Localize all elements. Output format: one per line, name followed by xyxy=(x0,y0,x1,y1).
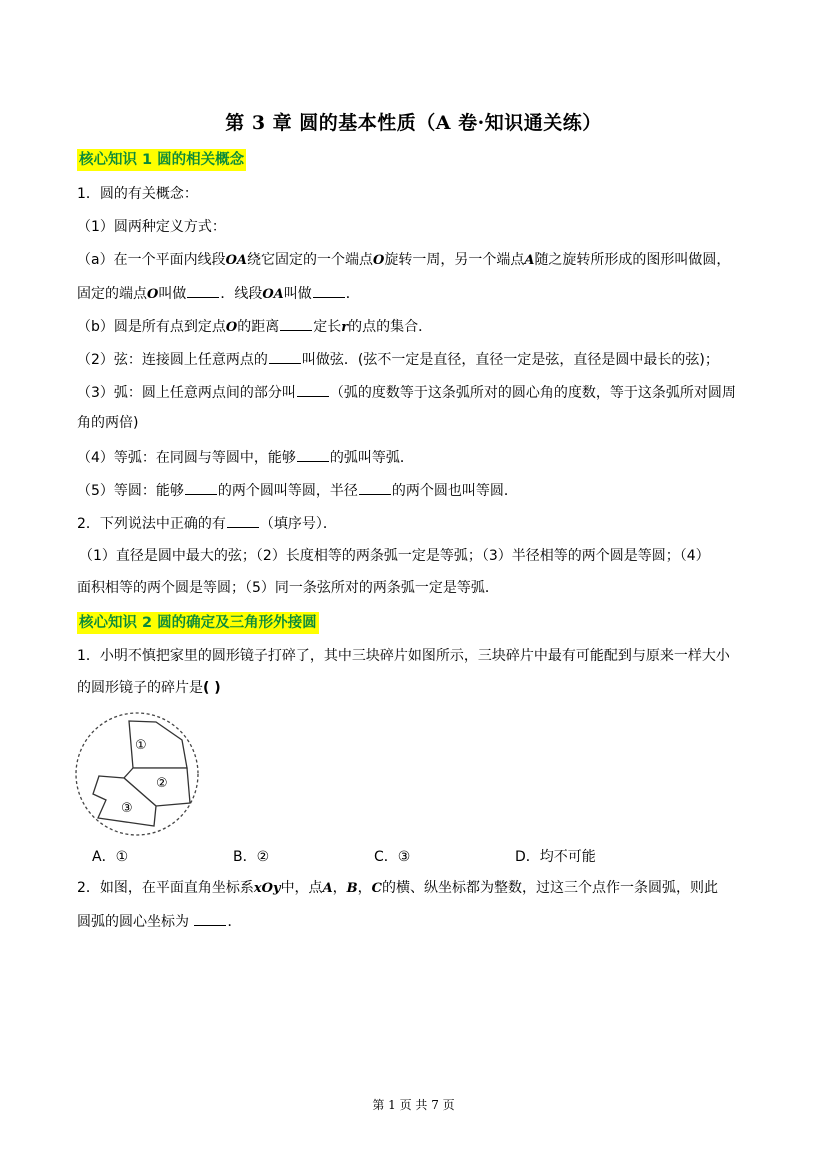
page-title: 第 3 章 圆的基本性质（A 卷·知识通关练） xyxy=(225,112,602,134)
text: 2．下列说法中正确的有 xyxy=(77,516,226,532)
math-variable: xOy xyxy=(253,881,281,896)
question-2-statements-line-2: 面积相等的两个圆是等圆；（5）同一条弦所对的两条弧一定是等弧． xyxy=(77,580,499,596)
option-a[interactable]: A．① xyxy=(92,849,129,865)
equal-arc-definition xyxy=(77,447,414,468)
option-c[interactable]: C．③ xyxy=(374,849,411,865)
text: 的圆形镜子的碎片是 xyxy=(77,680,203,696)
text: 叫做 xyxy=(283,286,312,302)
text: 角的两倍) xyxy=(77,415,139,431)
text: ． xyxy=(345,286,360,302)
coordinate-question-line-2: 圆弧的圆心坐标为 ． xyxy=(77,911,241,932)
text: （a）在一个平面内线段 xyxy=(77,252,226,268)
text: （4）等弧：在同圆与等圆中，能够 xyxy=(77,450,296,466)
answer-blank[interactable] xyxy=(359,480,391,495)
text: 中，点 xyxy=(280,880,323,896)
definition-b xyxy=(77,316,432,338)
text: （填序号）． xyxy=(259,516,337,532)
broken-mirror-figure xyxy=(72,708,200,840)
text: 绕它固定的一个端点 xyxy=(247,252,374,268)
text: 叫做弦．(弦不一定是直径，直径一定是弦，直径是圆中最长的弦)； xyxy=(301,352,719,368)
math-variable: OA xyxy=(225,253,248,268)
math-variable: A xyxy=(322,881,333,896)
math-variable: O xyxy=(373,253,385,268)
definition-a-line-2 xyxy=(77,283,360,305)
section-heading-1: 核心知识 1 圆的相关概念 xyxy=(77,149,246,171)
chord-definition xyxy=(77,349,719,370)
mirror-question-line-2 xyxy=(77,678,221,698)
text: 的点的集合． xyxy=(348,319,433,335)
text: 固定的端点 xyxy=(77,286,147,302)
text: 旋转一周，另一个端点 xyxy=(384,252,525,268)
text: 2．如图，在平面直角坐标系 xyxy=(77,880,254,896)
math-variable: OA xyxy=(262,287,284,302)
piece-label-2: ② xyxy=(156,776,168,791)
math-variable: r xyxy=(341,320,349,335)
piece-label-3: ③ xyxy=(121,801,133,816)
answer-blank[interactable] xyxy=(297,447,329,462)
piece-label-1: ① xyxy=(135,738,147,753)
option-d[interactable]: D．均不可能 xyxy=(515,849,596,865)
arc-definition-line-2 xyxy=(77,413,138,433)
math-variable: A xyxy=(524,253,535,268)
text: 定长 xyxy=(313,319,342,335)
mirror-question-line-1: 1．小明不慎把家里的圆形镜子打碎了，其中三块碎片如图所示，三块碎片中最有可能配到与原来一样大小 xyxy=(77,648,730,664)
answer-parentheses: ( ) xyxy=(203,680,221,696)
answer-blank[interactable] xyxy=(187,283,219,298)
definition-a-line-1 xyxy=(77,250,730,271)
text: 的两个圆叫等圆，半径 xyxy=(217,483,358,499)
text: （3）弧：圆上任意两点间的部分叫 xyxy=(77,385,296,401)
math-variable: B xyxy=(346,881,358,896)
text: 的横、纵坐标都为整数，过这三个点作一条圆弧，则此 xyxy=(382,880,719,896)
text: 的弧叫等弧． xyxy=(329,450,414,466)
text: 圆弧的圆心坐标为 xyxy=(77,914,189,930)
text: ， xyxy=(332,880,347,896)
text: （b）圆是所有点到定点 xyxy=(77,319,226,335)
answer-blank[interactable] xyxy=(194,911,226,926)
math-variable: O xyxy=(147,287,159,302)
text: 随之旋转所形成的图形叫做圆， xyxy=(534,252,731,268)
text: 的两个圆也叫等圆． xyxy=(391,483,518,499)
math-variable: O xyxy=(225,320,238,335)
math-variable: C xyxy=(371,881,383,896)
answer-blank[interactable] xyxy=(313,283,345,298)
question-1-intro xyxy=(77,184,198,204)
text: 的距离 xyxy=(237,319,280,335)
arc-definition-line-1 xyxy=(77,382,736,403)
paragraph-text: （1）圆两种定义方式： xyxy=(77,219,226,235)
question-text: 1．圆的有关概念： xyxy=(77,186,198,202)
section-heading-2: 核心知识 2 圆的确定及三角形外接圆 xyxy=(77,612,319,634)
text: （2）弦：连接圆上任意两点的 xyxy=(77,352,268,368)
answer-blank[interactable] xyxy=(227,513,259,528)
answer-blank[interactable] xyxy=(185,480,217,495)
page-footer: 第 1 页 共 7 页 xyxy=(372,1098,455,1112)
coordinate-question-line-1 xyxy=(77,878,718,899)
text: ， xyxy=(357,880,372,896)
option-b[interactable]: B．② xyxy=(233,849,270,865)
definition-heading xyxy=(77,217,226,237)
text: （5）等圆：能够 xyxy=(77,483,184,499)
question-2-statements-line-1: （1）直径是圆中最大的弦；（2）长度相等的两条弧一定是等弧；（3）半径相等的两个圆是等圆；（4） xyxy=(79,548,710,564)
answer-blank[interactable] xyxy=(297,382,329,397)
answer-blank[interactable] xyxy=(280,316,312,331)
text: ．线段 xyxy=(220,286,263,302)
answer-blank[interactable] xyxy=(269,349,301,364)
text: （弧的度数等于这条弧所对的圆心角的度数，等于这条弧所对圆周 xyxy=(329,385,736,401)
question-2 xyxy=(77,513,337,534)
text: 叫做 xyxy=(158,286,187,302)
equal-circle-definition xyxy=(77,480,518,501)
